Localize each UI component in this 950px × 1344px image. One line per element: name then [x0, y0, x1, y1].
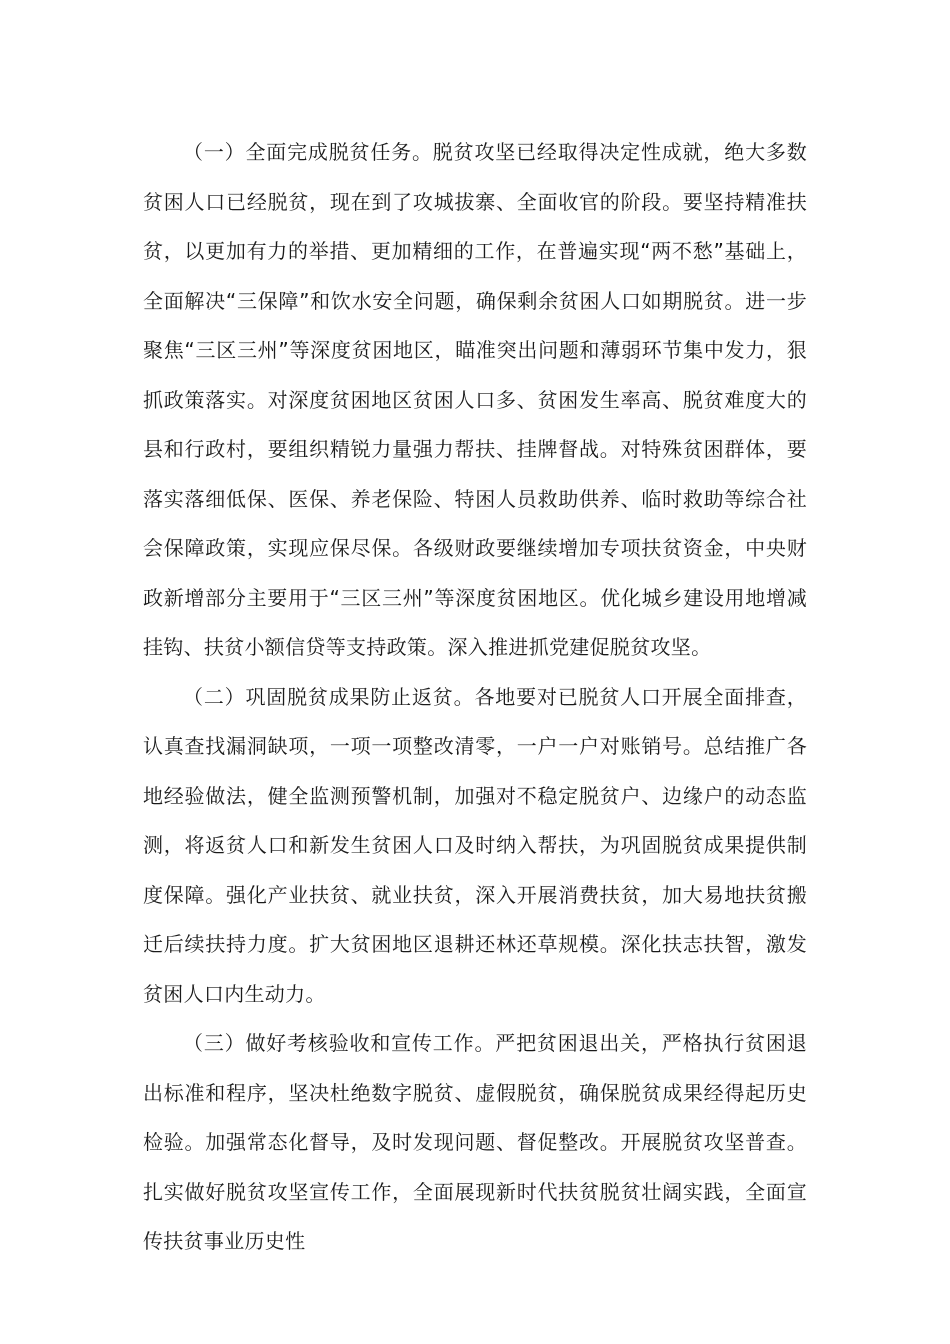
document-body: [143, 128, 807, 1267]
paragraph-3: （三）做好考核验收和宣传工作。严把贫困退出关，严格执行贫困退出标准和程序，坚决杜绝数字脱贫、虚假脱贫，确保脱贫成果经得起历史检验。加强常态化督导，及时发现问题、督促整改。开展脱贫攻坚普查。扎实做好脱贫攻坚宣传工作，全面展现新时代扶贫脱贫壮阔实践，全面宣传扶贫事业历史性: [143, 1031, 807, 1253]
paragraph-2: （二）巩固脱贫成果防止返贫。各地要对已脱贫人口开展全面排查，认真查找漏洞缺项，一项一项整改清零，一户一户对账销号。总结推广各地经验做法，健全监测预警机制，加强对不稳定脱贫户、边缘户的动态监测，将返贫人口和新发生贫困人口及时纳入帮扶，为巩固脱贫成果提供制度保障。强化产业扶贫、就业扶贫，深入开展消费扶贫，加大易地扶贫搬迁后续扶持力度。扩大贫困地区退耕还林还草规模。深化扶志扶智，激发贫困人口内生动力。: [143, 684, 807, 1006]
paragraph-1: （一）全面完成脱贫任务。脱贫攻坚已经取得决定性成就，绝大多数贫困人口已经脱贫，现在到了攻城拔寨、全面收官的阶段。要坚持精准扶贫，以更加有力的举措、更加精细的工作，在普遍实现“两不愁”基础上，全面解决“三保障”和饮水安全问题，确保剩余贫困人口如期脱贫。进一步聚焦“三区三州”等深度贫困地区，瞄准突出问题和薄弱环节集中发力，狠抓政策落实。对深度贫困地区贫困人口多、贫困发生率高、脱贫难度大的县和行政村，要组织精锐力量强力帮扶、挂牌督战。对特殊贫困群体，要落实落细低保、医保、养老保险、特困人员救助供养、临时救助等综合社会保障政策，实现应保尽保。各级财政要继续增加专项扶贫资金，中央财政新增部分主要用于“三区三州”等深度贫困地区。优化城乡建设用地增减挂钩、扶贫小额信贷等支持政策。深入推进抓党建促脱贫攻坚。: [143, 140, 807, 659]
